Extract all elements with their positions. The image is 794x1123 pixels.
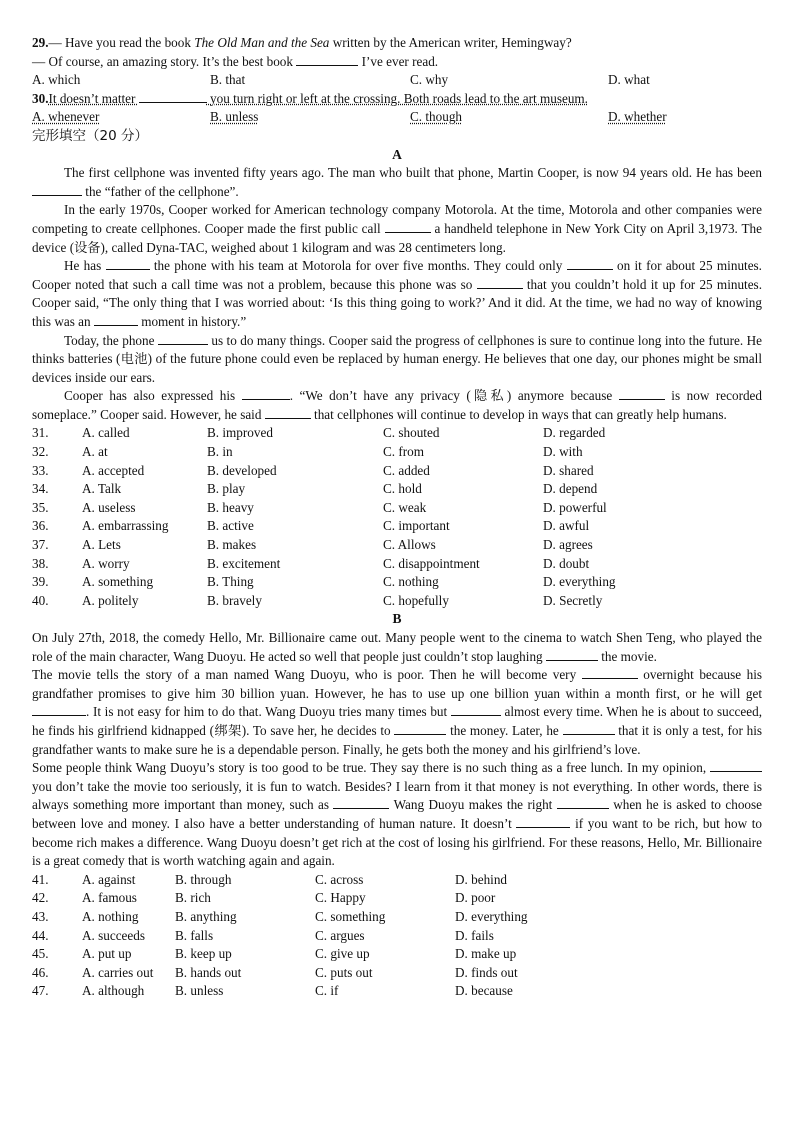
option-c: C. why (410, 72, 449, 88)
option-a: A. which (32, 72, 81, 88)
passage-b-title: B (392, 611, 402, 627)
option-c: C. puts out (315, 964, 373, 980)
option-c: C. something (315, 908, 386, 924)
option-c: C. if (315, 983, 339, 999)
option-a: A. embarrassing (82, 518, 169, 534)
passage-b-paragraph-3: Some people think Wang Duoyu’s story is too good to be true. They say there is no such thing as a free lunch. In my opinion, you don’t take the movie too seriously, it is fun to watch. Besides? I learn from it that money is not everything. In other words, there is always something more important than money, such as Wang Duoyu makes the right when he is asked to choose between love and money. I also have a better understanding of human nature. It doesn’t if you want to be rich, but how to become rich makes a difference. Wang Duoyu doesn’t get rich at the cost of losing his girlfriend. For these reasons, Hello, Mr. Billionaire is a great comedy that is worth watching again and again. (32, 760, 763, 869)
choice-number: 47. (32, 983, 49, 999)
option-a: A. accepted (82, 462, 145, 478)
option-d: D. whether (608, 109, 667, 125)
option-b: B. Thing (207, 574, 254, 590)
option-d: D. depend (543, 481, 598, 497)
question-30-options (32, 108, 762, 127)
choice-number: 43. (32, 908, 49, 924)
option-d: D. with (543, 444, 583, 460)
question-29-options (32, 71, 762, 90)
passage-b-paragraph-2: The movie tells the story of a man named Wang Duoyu, who is poor. Then he will become very overnight because his grandfather promises to give him 30 billion yuan. However, he has to use up one billion yuan within a month first, or he will get . It is not easy for him to do that. Wang Duoyu tries many times but almost every time. When he is about to succeed, he finds his girlfriend kidnapped (绑架). To save her, he decides to the money. Later, he that it is only a test, for his grandfather wants to make sure he is a dependable person. Finally, he gets both the money and his girlfriend’s love. (32, 667, 763, 757)
passage-a-paragraph-5: Cooper has also expressed his . “We don’t have any privacy (隐私) anymore because is now recorded someplace.” Cooper said. However, he said that cellphones will continue to develop in ways that can greatly help humans. (32, 388, 763, 422)
option-d: D. because (455, 983, 513, 999)
option-a: A. carries out (82, 964, 154, 980)
option-a: A. something (82, 574, 154, 590)
option-d: D. everything (455, 908, 528, 924)
option-a: A. although (82, 983, 145, 999)
question-text: It doesn’t matter (48, 90, 139, 106)
choice-row (32, 462, 762, 481)
option-d: D. everything (543, 574, 616, 590)
passage-b-paragraph-1: On July 27th, 2018, the comedy Hello, Mr. Billionaire came out. Many people went to the cinema to watch Shen Teng, who played the role of the main character, Wang Duoyu. He acted so well that people just couldn’t stop laughing the movie. (32, 630, 762, 664)
choice-row (32, 499, 762, 518)
option-a: A. nothing (82, 908, 139, 924)
option-d: D. doubt (543, 555, 590, 571)
choice-row (32, 443, 762, 462)
question-30-line (32, 90, 762, 109)
option-b: B. improved (207, 425, 273, 441)
choice-number: 36. (32, 518, 49, 534)
choice-number: 33. (32, 462, 49, 478)
option-c: C. disappointment (383, 555, 480, 571)
option-c: C. hold (383, 481, 422, 497)
exam-page (32, 34, 762, 1001)
option-c: C. argues (315, 927, 365, 943)
choices-41-47 (32, 871, 762, 1001)
option-a: A. useless (82, 499, 136, 515)
option-b: B. makes (207, 537, 257, 553)
option-a: A. politely (82, 592, 139, 608)
choice-number: 38. (32, 555, 49, 571)
option-b: B. hands out (175, 964, 242, 980)
option-b: B. in (207, 444, 233, 460)
choice-row (32, 889, 762, 908)
option-b: B. rich (175, 890, 211, 906)
option-c: C. shouted (383, 425, 440, 441)
question-text: you turn right or left at the crossing. Both roads lead to the art museum. (206, 90, 588, 106)
option-d: D. regarded (543, 425, 606, 441)
choice-row (32, 480, 762, 499)
passage-a-paragraph-1: The first cellphone was invented fifty years ago. The man who built that phone, Martin Cooper, is now 94 years old. He has been the “father of the cellphone”. (32, 164, 762, 201)
option-a: A. against (82, 871, 136, 887)
question-number: 29. (32, 35, 49, 50)
option-d: D. make up (455, 946, 517, 962)
option-b: B. heavy (207, 499, 254, 515)
option-d: D. what (608, 72, 650, 88)
passage-a-paragraph-4: Today, the phone us to do many things. Cooper said the progress of cellphones is sure to continue long into the future. He thinks batteries (电池) of the future phone could even be replaced by human energy. He believes that one day, our phones might be small devices inside our ears. (32, 332, 762, 385)
choice-number: 37. (32, 537, 49, 553)
choice-number: 41. (32, 871, 49, 887)
choice-row (32, 424, 762, 443)
choice-row (32, 927, 762, 946)
choice-number: 31. (32, 425, 49, 441)
answer-blank (139, 90, 207, 103)
option-d: D. behind (455, 871, 508, 887)
option-d: D. finds out (455, 964, 518, 980)
passage-a-title: A (392, 146, 402, 162)
choice-row (32, 908, 762, 927)
choice-number: 34. (32, 481, 49, 497)
option-a: A. worry (82, 555, 130, 571)
option-a: A. put up (82, 946, 132, 962)
choice-number: 46. (32, 964, 49, 980)
option-b: B. keep up (175, 946, 232, 962)
option-b: B. anything (175, 908, 237, 924)
choice-row (32, 592, 762, 611)
answer-blank (296, 53, 358, 66)
option-c: C. across (315, 871, 364, 887)
book-title: The Old Man and the Sea (194, 35, 330, 50)
question-text: — Of course, an amazing story. It’s the best book (32, 53, 297, 69)
option-b: B. that (210, 72, 246, 88)
option-c: C. weak (383, 499, 427, 515)
option-d: D. shared (543, 462, 594, 478)
option-d: D. poor (455, 890, 496, 906)
choice-number: 35. (32, 499, 49, 515)
section-title: 完形填空（20 分） (32, 127, 148, 144)
option-b: B. unless (210, 109, 259, 125)
question-text: — Have you read the book (48, 35, 195, 50)
option-c: C. nothing (383, 574, 439, 590)
choice-row (32, 964, 762, 983)
option-a: A. whenever (32, 109, 100, 125)
option-d: D. fails (455, 927, 494, 943)
option-c: C. though (410, 109, 463, 125)
option-b: B. through (175, 871, 232, 887)
option-b: B. play (207, 481, 246, 497)
option-b: B. developed (207, 462, 277, 478)
choice-number: 42. (32, 890, 49, 906)
option-d: D. agrees (543, 537, 593, 553)
option-a: A. called (82, 425, 130, 441)
option-d: D. awful (543, 518, 590, 534)
question-number: 30. (32, 90, 49, 106)
option-b: B. bravely (207, 592, 262, 608)
option-b: B. active (207, 518, 254, 534)
choice-number: 39. (32, 574, 49, 590)
question-text: written by the American writer, Hemingway? (329, 35, 572, 50)
choice-number: 44. (32, 927, 49, 943)
option-a: A. succeeds (82, 927, 145, 943)
option-c: C. hopefully (383, 592, 449, 608)
option-c: C. from (383, 444, 425, 460)
option-b: B. unless (175, 983, 224, 999)
passage-a-paragraph-3: He has the phone with his team at Motorola for over five months. They could only on it for about 25 minutes. Cooper noted that such a call time was not a problem, because this phone was so that you couldn’t hold it up for 25 minutes. Cooper said, “The only thing that I was worried about: ‘Is this thing going to work?’ And it did. At the time, we had no way of knowing this was an moment in history.” (32, 258, 762, 329)
option-b: B. excitement (207, 555, 281, 571)
question-text: I’ve ever read. (358, 53, 439, 69)
choice-row (32, 573, 762, 592)
choices-31-40 (32, 424, 762, 610)
option-a: A. famous (82, 890, 137, 906)
choice-row (32, 536, 762, 555)
choice-number: 40. (32, 592, 49, 608)
passage-a-paragraph-2: In the early 1970s, Cooper worked for American technology company Motorola. At the time, Motorola and other companies were competing to create cellphones. Cooper made the first public call a handheld telephone in New York City on April 3,1973. The device (设备), called Dyna-TAC, weighed about 1 kilogram and was 28 centimeters long. (32, 202, 762, 255)
choice-row (32, 982, 762, 1001)
option-b: B. falls (175, 927, 214, 943)
choice-number: 32. (32, 444, 49, 460)
option-c: C. give up (315, 946, 370, 962)
choice-number: 45. (32, 946, 49, 962)
choice-row (32, 555, 762, 574)
choice-row (32, 945, 762, 964)
option-c: C. important (383, 518, 450, 534)
option-c: C. added (383, 462, 430, 478)
option-a: A. at (82, 444, 108, 460)
option-c: C. Happy (315, 890, 366, 906)
option-c: C. Allows (383, 537, 436, 553)
choice-row (32, 517, 762, 536)
question-29-line2 (32, 53, 762, 72)
option-a: A. Lets (82, 537, 121, 553)
option-a: A. Talk (82, 481, 122, 497)
option-d: D. powerful (543, 499, 607, 515)
choice-row (32, 871, 762, 890)
option-d: D. Secretly (543, 592, 603, 608)
question-29-line1 (32, 34, 762, 53)
